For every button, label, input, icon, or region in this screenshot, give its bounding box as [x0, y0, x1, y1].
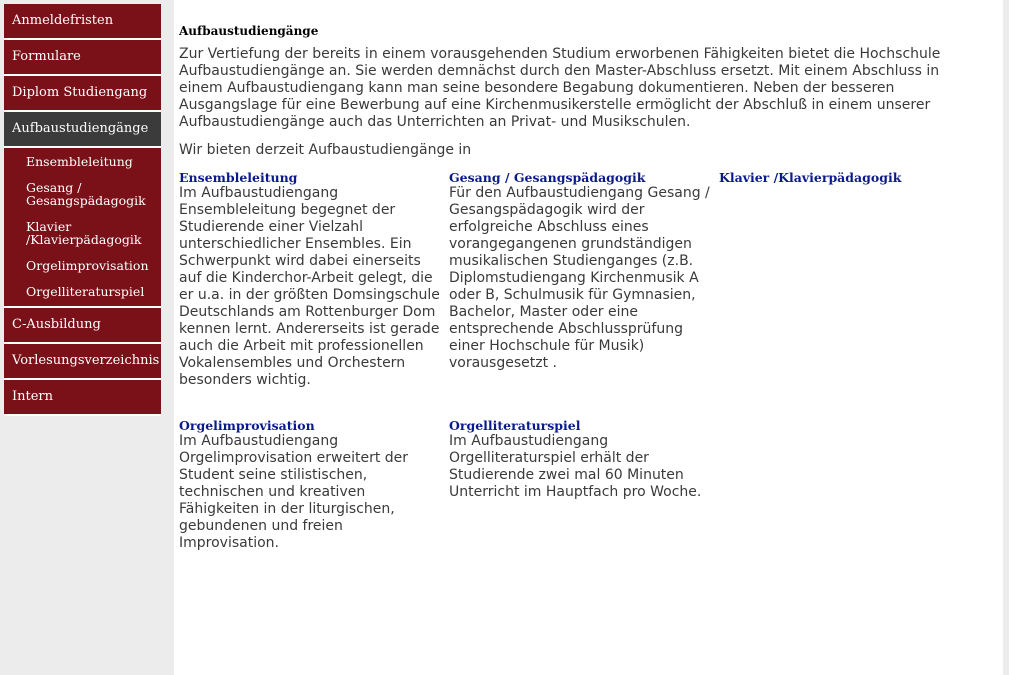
sidebar-subitem-ensembleleitung[interactable] [4, 155, 161, 168]
sidebar-subitem-label: Gesang / [26, 180, 82, 195]
program-orgelimprovisation [179, 419, 441, 552]
sidebar-subitem-orgelliteraturspiel[interactable] [4, 285, 161, 298]
program-title[interactable]: Gesang / Gesangspädagogik [449, 170, 646, 185]
sidebar-item-intern[interactable]: Intern [4, 380, 161, 414]
program-description: Für den Aufbaustudiengang Gesang / Gesangspädagogik wird der erfolgreiche Abschluss eines vorangegangenen grundständigen musikalischen Studienganges (z.B. Diplomstudiengang Kirchenmusik A oder B, Schulmusik für Gymnasien, Bachelor, Master oder eine entsprechende Abschlussprüfung einer Hochschule für Musik) vorausgesetzt . [449, 185, 710, 371]
program-description: Im Aufbaustudiengang Ensembleleitung begegnet der Studierende einer Vielzahl unterschiedlicher Ensembles. Ein Schwerpunkt wird dabei einerseits auf die Kinderchor-Arbeit gelegt, die er u.a. in der größten Domsingschule Deutschlands am Rottenburger Dom kennen lernt. Andererseits ist gerade auch die Arbeit mit professionellen Vokalensembles und Orchestern besonders wichtig. [179, 185, 440, 388]
lead-sentence: Wir bieten derzeit Aufbaustudiengänge in [179, 142, 472, 158]
sidebar-subitem-orgelimprovisation[interactable] [4, 259, 161, 272]
sidebar-subitem-label: Ensembleleitung [26, 154, 133, 169]
sidebar-nav [4, 4, 161, 416]
intro-paragraph: Zur Vertiefung der bereits in einem vorausgehenden Studium erworbenen Fähigkeiten bietet die Hochschule Aufbaustudiengänge an. Sie werden demnächst durch den Master-Abschluss ersetzt. Mit einem Abschluss in einem Aufbaustudiengang kann man seine besondere Begabung dokumentieren. Neben der besseren Ausgangslage für eine Bewerbung auf eine Kirchenmusikerstelle ermöglicht der Abschluß in einem unserer Aufbaustudiengänge auch das Unterrichten an Privat- und Musikschulen. [179, 46, 941, 130]
sidebar-subitem-gesang[interactable] [4, 181, 161, 207]
right-edge-strip [1003, 0, 1009, 675]
sidebar-subitem-label: Orgelimprovisation [26, 258, 149, 273]
program-title[interactable]: Klavier /Klavierpädagogik [719, 170, 902, 185]
page-title: Aufbaustudiengänge [179, 24, 319, 38]
program-description: Im Aufbaustudiengang Orgelimprovisation erweitert der Student seine stilistischen, technischen und kreativen Fähigkeiten in der liturgischen, gebundenen und freien Improvisation. [179, 433, 409, 551]
program-title[interactable]: Orgelliteraturspiel [449, 418, 581, 433]
sidebar-item-aufbaustudiengaenge[interactable]: Aufbaustudiengänge [4, 112, 161, 146]
program-gesang [449, 171, 711, 372]
program-klavier [719, 171, 981, 185]
sidebar-item-c-ausbildung[interactable]: C-Ausbildung [4, 308, 161, 342]
sidebar-item-anmeldefristen[interactable]: Anmeldefristen [4, 4, 161, 38]
sidebar-subitem-label: Orgelliteraturspiel [26, 284, 145, 299]
sidebar-item-vorlesungsverzeichnis[interactable]: Vorlesungsverzeichnis [4, 344, 161, 378]
program-title[interactable]: Orgelimprovisation [179, 418, 315, 433]
program-ensembleleitung [179, 171, 441, 389]
sidebar-subitem-label: Klavier [26, 219, 72, 234]
sidebar-subitem-label: Gesangspädagogik [26, 193, 146, 208]
sidebar-item-formulare[interactable]: Formulare [4, 40, 161, 74]
program-description: Im Aufbaustudiengang Orgelliteraturspiel erhält der Studierende zwei mal 60 Minuten Unterricht im Hauptfach pro Woche. [449, 433, 702, 500]
sidebar-item-diplom-studiengang[interactable]: Diplom Studiengang [4, 76, 161, 110]
program-orgelliteraturspiel [449, 419, 711, 501]
program-title[interactable]: Ensembleleitung [179, 170, 298, 185]
sidebar-subitem-klavier[interactable] [4, 220, 161, 246]
sidebar-submenu [4, 148, 161, 306]
sidebar-subitem-label: /Klavierpädagogik [26, 232, 142, 247]
